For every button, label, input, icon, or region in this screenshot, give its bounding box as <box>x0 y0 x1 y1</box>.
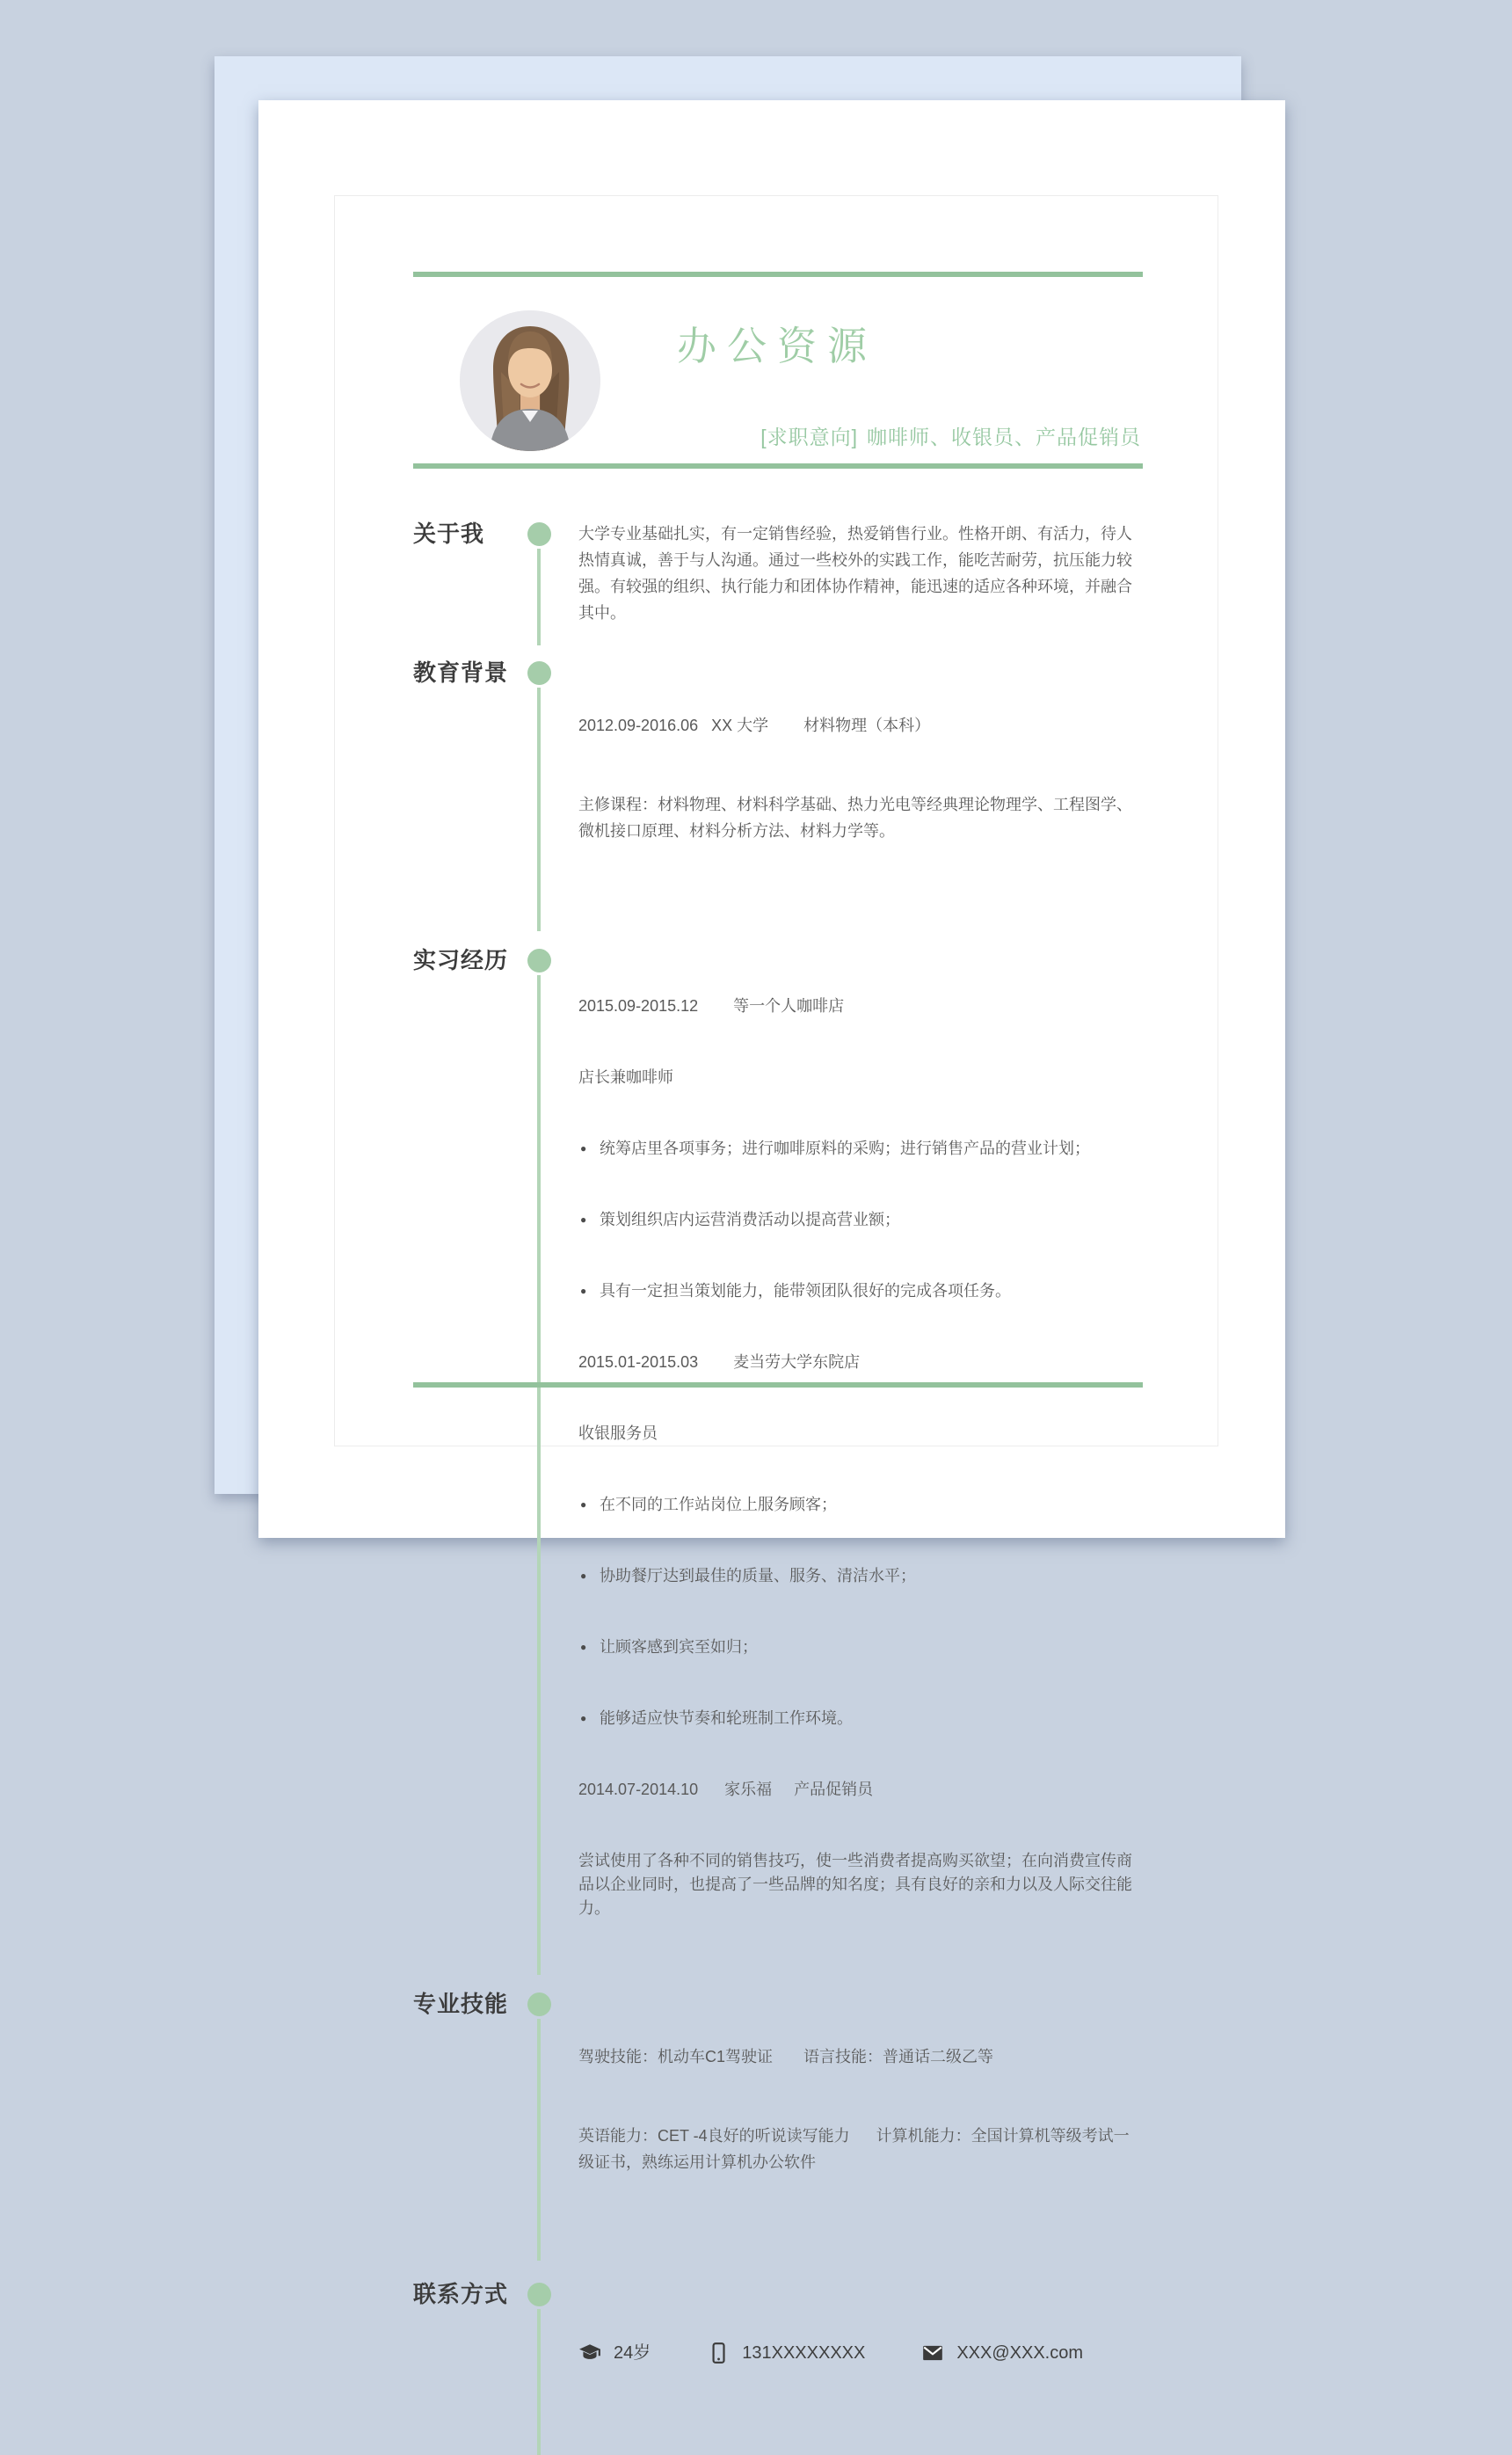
timeline-dot <box>527 2283 551 2306</box>
profile-photo-illustration <box>460 310 600 451</box>
section-heading-internship: 实习经历 <box>413 947 509 973</box>
graduation-cap-icon <box>578 2342 601 2364</box>
section-internship <box>413 947 1143 1968</box>
contact-phone <box>707 2340 865 2366</box>
section-heading-education: 教育背景 <box>413 659 509 686</box>
section-heading-about: 关于我 <box>413 521 485 547</box>
section-heading-contact: 联系方式 <box>413 2281 509 2307</box>
timeline-contact <box>519 2281 559 2425</box>
education-courses: 主修课程：材料物理、材料科学基础、热力光电等经典理论物理学、工程图学、微机接口原理、材料分析方法、材料力学等。 <box>578 796 1132 840</box>
internship-1-bullet: ● 统筹店里各项事务；进行咖啡原料的采购；进行销售产品的营业计划； <box>578 1137 1136 1161</box>
job-intent <box>722 397 1141 474</box>
timeline-line <box>537 2019 541 2261</box>
timeline-education <box>519 659 559 897</box>
internship-body <box>559 947 1143 1968</box>
internship-1-bullet: ● 策划组织店内运营消费活动以提高营业额； <box>578 1208 1136 1232</box>
top-accent-line <box>413 272 1143 277</box>
smartphone-icon <box>707 2342 730 2364</box>
email-value: XXX@XXX.com <box>956 2343 1084 2363</box>
resume-content <box>413 100 1143 2363</box>
contact-age <box>578 2340 651 2366</box>
contact-body <box>559 2281 1143 2425</box>
timeline-line <box>537 688 541 931</box>
age-value: 24岁 <box>614 2343 651 2363</box>
phone-value: 131XXXXXXXX <box>742 2343 866 2363</box>
resume-owner-title: 办公资源 <box>677 324 878 368</box>
section-contact <box>413 2281 1143 2425</box>
internship-2-period: 2015.01-2015.03 麦当劳大学东院店 <box>578 1353 861 1371</box>
bottom-accent-line <box>413 1382 1143 1388</box>
section-heading-skills: 专业技能 <box>413 1991 509 2017</box>
envelope-icon <box>921 2342 944 2364</box>
internship-2-bullet: ● 在不同的工作站岗位上服务顾客； <box>578 1493 1136 1517</box>
section-about-me <box>413 521 1143 626</box>
skills-line-1: 驾驶技能：机动车C1驾驶证 语言技能：普通话二级乙等 <box>578 2048 994 2065</box>
internship-1-period: 2015.09-2015.12 等一个人咖啡店 <box>578 997 845 1015</box>
internship-3-period: 2014.07-2014.10 家乐福 产品促销员 <box>578 1781 874 1798</box>
header-divider-line <box>413 463 1143 469</box>
section-skills <box>413 1991 1143 2228</box>
internship-2-bullet: ● 让顾客感到宾至如归； <box>578 1635 1136 1659</box>
internship-2-bullet: ● 协助餐厅达到最佳的质量、服务、清洁水平； <box>578 1564 1136 1588</box>
timeline-dot <box>527 1992 551 2016</box>
job-intent-label: [求职意向] <box>760 426 858 448</box>
timeline-skills <box>519 1991 559 2228</box>
timeline-dot <box>527 522 551 546</box>
internship-1-role: 店长兼咖啡师 <box>578 1068 673 1086</box>
internship-3-description: 尝试使用了各种不同的销售技巧，使一些消费者提高购买欲望；在向消费宣传商品以企业同时，也提高了一些品牌的知名度；具有良好的亲和力以及人际交往能力。 <box>578 1852 1132 1917</box>
contact-row <box>578 2334 1136 2372</box>
timeline-about <box>519 521 559 626</box>
timeline-line <box>537 975 541 1975</box>
internship-1-bullet: ● 具有一定担当策划能力，能带领团队很好的完成各项任务。 <box>578 1279 1136 1303</box>
education-body <box>559 659 1143 897</box>
skills-line-2: 英语能力：CET -4良好的听说读写能力 计算机能力：全国计算机等级考试一级证书，熟练运用计算机办公软件 <box>578 2127 1130 2171</box>
resume-sections <box>413 470 1143 2425</box>
resume-page <box>258 100 1285 2363</box>
timeline-line <box>537 2309 541 2455</box>
timeline-internship <box>519 947 559 1968</box>
timeline-dot <box>527 949 551 973</box>
internship-2-bullet: ● 能够适应快节奏和轮班制工作环境。 <box>578 1707 1136 1730</box>
timeline-dot <box>527 661 551 685</box>
contact-email <box>921 2340 1083 2366</box>
timeline-line <box>537 549 541 645</box>
profile-photo <box>460 310 600 451</box>
section-education <box>413 659 1143 897</box>
internship-2-role: 收银服务员 <box>578 1424 658 1442</box>
education-date-line: 2012.09-2016.06 XX 大学 材料物理（本科） <box>578 717 931 734</box>
skills-body <box>559 1991 1143 2228</box>
about-paragraph: 大学专业基础扎实，有一定销售经验，热爱销售行业。性格开朗、有活力，待人热情真诚，善于与人沟通。通过一些校外的实践工作，能吃苦耐劳，抗压能力较强。有较强的组织、执行能力和团体协作精神，能迅速的适应各种环境，并融合其中。 <box>578 525 1132 622</box>
job-intent-text: 咖啡师、收银员、产品促销员 <box>867 426 1141 448</box>
